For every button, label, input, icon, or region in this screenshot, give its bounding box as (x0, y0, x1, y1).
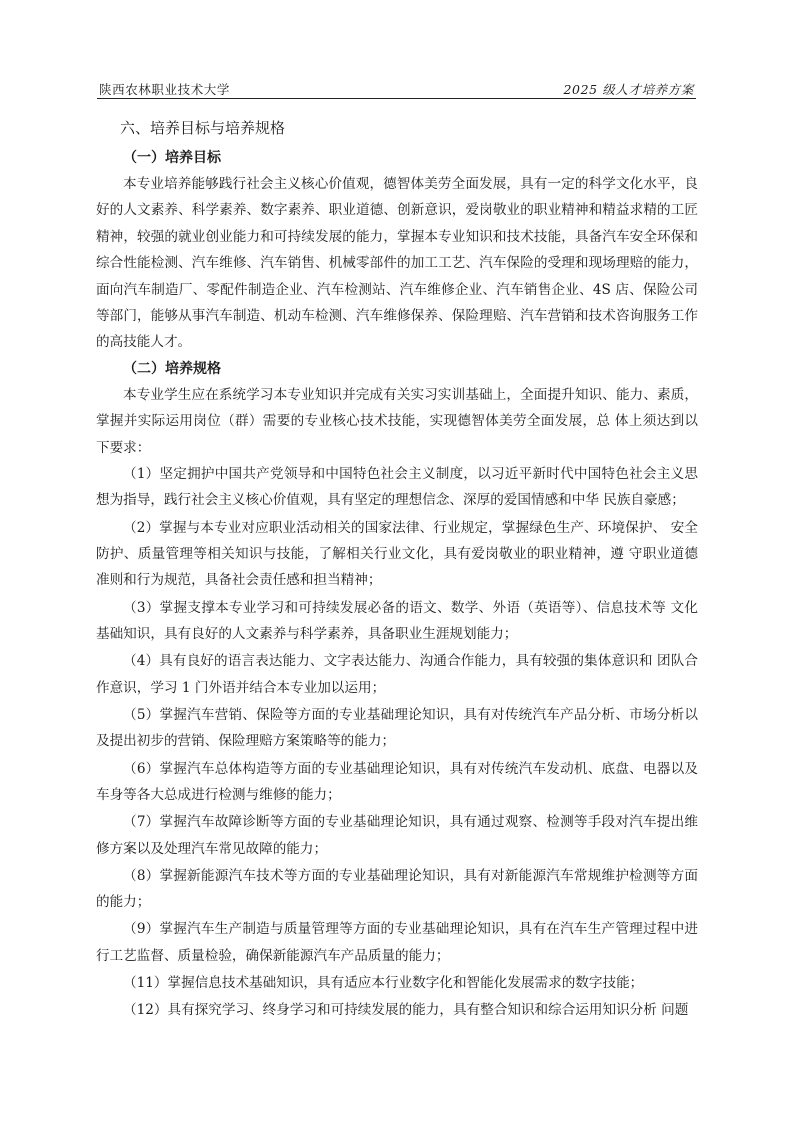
header-divider (97, 98, 696, 99)
specs-heading: （二）培养规格 (123, 360, 221, 377)
spec-item: （7）掌握汽车故障诊断等方面的专业基础理论知识，具有通过观察、检测等手段对汽车提出维修方案以及处理汽车常见故障的能力； (96, 814, 698, 857)
spec-item: （3）掌握支撑本专业学习和可持续发展必备的语文、数学、外语（英语等）、信息技术等 文化基础知识，具有良好的人文素养与科学素养，具备职业生涯规划能力； (96, 599, 698, 643)
page-header (97, 76, 696, 98)
objectives-paragraph: 本专业培养能够践行社会主义核心价值观，德智体美劳全面发展，具有一定的科学文化水平，良好的人文素养、科学素养、数字素养、职业道德、创新意识，爱岗敬业的职业精神和精益求精的工匠精神，较强的就业创业能力和可持续发展的能力，掌握本专业知识和技术技能，具备汽车安全环保和综合性能检测、汽车维修、汽车销售、机械零部件的加工工艺、汽车保险的受理和现场理赔的能力，面向汽车制造厂、零配件制造企业、汽车检测站、汽车维修企业、汽车销售企业、4S 店、保险公司等部门，能够从事汽车制造、机动车检测、汽车维修保养、保险理赔、汽车营销和技术咨询服务工作的高技能人才。 (96, 176, 698, 351)
header-document-title: 2025 级人才培养方案 (563, 82, 694, 97)
spec-item: （11）掌握信息技术基础知识，具有适应本行业数字化和智能化发展需求的数字技能； (123, 974, 644, 991)
spec-item: （6）掌握汽车总体构造等方面的专业基础理论知识，具有对传统汽车发动机、底盘、电器以及车身等各大总成进行检测与维修的能力； (96, 760, 698, 803)
section-title: 六、培养目标与培养规格 (120, 119, 286, 137)
objectives-heading: （一）培养目标 (123, 150, 221, 166)
spec-item: （12）具有探究学习、终身学习和可持续发展的能力，具有整合知识和综合运用知识分析 问题 (123, 1002, 689, 1019)
header-school-name: 陕西农林职业技术大学 (99, 82, 231, 97)
spec-item: （5）掌握汽车营销、保险等方面的专业基础理论知识，具有对传统汽车产品分析、市场分析以及提出初步的营销、保险理赔方案策略等的能力； (96, 706, 698, 750)
spec-item: （1）坚定拥护中国共产党领导和中国特色社会主义制度，以习近平新时代中国特色社会主义思想为指导，践行社会主义核心价值观，具有坚定的理想信念、深厚的爱国情感和中华 民族自豪感； (96, 466, 698, 509)
spec-item: （9）掌握汽车生产制造与质量管理等方面的专业基础理论知识，具有在汽车生产管理过程中进行工艺监督、质量检验，确保新能源汽车产品质量的能力； (96, 921, 698, 964)
document-body (96, 113, 698, 1024)
spec-item: （4）具有良好的语言表达能力、文字表达能力、沟通合作能力，具有较强的集体意识和 团队合作意识，学习 1 门外语并结合本专业加以运用； (96, 653, 698, 696)
spec-item: （8）掌握新能源汽车技术等方面的专业基础理论知识，具有对新能源汽车常规维护检测等方面的能力； (96, 867, 698, 911)
specs-intro: 本专业学生应在系统学习本专业知识并完成有关实习实训基础上，全面提升知识、能力、素质，掌握并实际运用岗位（群）需要的专业核心技术技能，实现德智体美劳全面发展，总 体上须达到以下要求： (96, 386, 698, 456)
spec-item: （2）掌握与本专业对应职业活动相关的国家法律、行业规定，掌握绿色生产、环境保护、 安全防护、质量管理等相关知识与技能，了解相关行业文化，具有爱岗敬业的职业精神，遵 守职业道德准则和行为规范，具备社会责任感和担当精神； (96, 519, 698, 589)
